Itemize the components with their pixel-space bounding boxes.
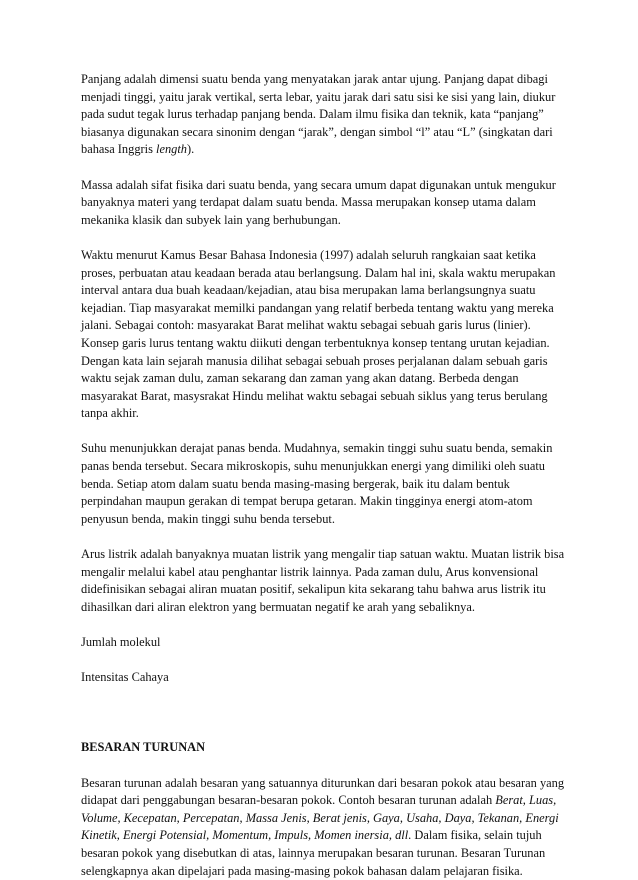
paragraph-panjang <box>81 71 568 159</box>
paragraph-panjang-italic-length: length <box>156 142 187 157</box>
paragraph-besaran-turunan-end: . Dalam fisika, selain tujuh besaran pokok yang disebutkan di atas, lainnya merupakan besaran turunan. Besaran Turunan selengkapnya akan dipelajari pada masing-masing pokok bahasan dalam pelajaran fisika. <box>81 828 546 878</box>
paragraph-panjang-text: Panjang adalah dimensi suatu benda yang menyatakan jarak antar ujung. Panjang dapat dibagi menjadi tinggi, yaitu jarak vertikal, serta lebar, yaitu jarak dari satu sisi ke sisi yang lain, diukur pada sudut tegak lurus terhadap panjang benda. Dalam ilmu fisika dan teknik, kata “panjang” biasanya digunakan secara sinonim dengan “jarak”, dengan simbol “l” atau “L” (singkatan dari bahasa Inggris <box>81 72 556 157</box>
paragraph-waktu: Waktu menurut Kamus Besar Bahasa Indonesia (1997) adalah seluruh rangkaian saat ketika proses, perbuatan atau keadaan berada atau berlangsung. Dalam hal ini, skala waktu merupakan interval antara dua buah keadaan/kejadian, atau bisa merupakan lama berlangsungnya suatu kejadian. Tiap masyarakat memilki pandangan yang relatif berbeda tentang waktu yang mereka jalani. Sebagai contoh: masyarakat Barat melihat waktu sebagai sebuah garis lurus (linier). Konsep garis lurus tentang waktu diikuti dengan terbentuknya konsep tentang urutan kejadian. Dengan kata lain sejarah manusia dilihat sebagai sebuah proses perjalanan dalam sebuah garis waktu sejak zaman dulu, zaman sekarang dan zaman yang akan datang. Berbeda dengan masyarakat Barat, masysrakat Hindu melihat waktu sebagai sebuah siklus yang terus berulang tanpa akhir. <box>81 247 556 421</box>
paragraph-intensitas-cahaya: Intensitas Cahaya <box>81 670 169 685</box>
paragraph-besaran-turunan-text: Besaran turunan adalah besaran yang satuannya diturunkan dari besaran pokok atau besaran yang didapat dari penggabungan besaran-besaran pokok. Contoh besaran turunan adalah <box>81 775 565 808</box>
paragraph-massa: Massa adalah sifat fisika dari suatu benda, yang secara umum dapat digunakan untuk mengukur banyaknya materi yang terdapat dalam suatu benda. Massa merupakan konsep utama dalam mekanika klasik dan subyek lain yang berhubungan. <box>81 177 556 227</box>
paragraph-besaran-turunan <box>81 775 568 880</box>
paragraph-panjang-end: ). <box>187 142 195 157</box>
section-spacer <box>81 704 568 739</box>
paragraph-jumlah-molekul: Jumlah molekul <box>81 635 161 649</box>
heading-besaran-turunan: BESARAN TURUNAN <box>81 740 206 755</box>
paragraph-suhu: Suhu menunjukkan derajat panas benda. Mudahnya, semakin tinggi suhu suatu benda, semakin panas benda tersebut. Secara mikroskopis, suhu menunjukkan energi yang dimiliki oleh suatu benda. Setiap atom dalam suatu benda masing-masing bergerak, baik itu dalam bentuk perpindahan maupun gerakan di tempat berupa getaran. Makin tingginya energi atom-atom penyusun benda, makin tinggi suhu benda tersebut. <box>81 441 553 526</box>
paragraph-arus-listrik: Arus listrik adalah banyaknya muatan listrik yang mengalir tiap satuan waktu. Muatan listrik bisa mengalir melalui kabel atau penghantar listrik lainnya. Pada zaman dulu, Arus konvensional didefinisikan sebagai aliran muatan positif, sekalipun kita sekarang tahu bahwa arus listrik itu dihasilkan dari aliran elektron yang bermuatan negatif ke arah yang sebaliknya. <box>81 547 565 614</box>
paragraph-besaran-turunan-examples: Berat, Luas, Volume, Kecepatan, Percepatan, Massa Jenis, Berat jenis, Gaya, Usaha, Daya, Tekanan, Energi Kinetik, Energi Potensial, Momentum, Impuls, Momen inersia, dll <box>81 793 559 843</box>
